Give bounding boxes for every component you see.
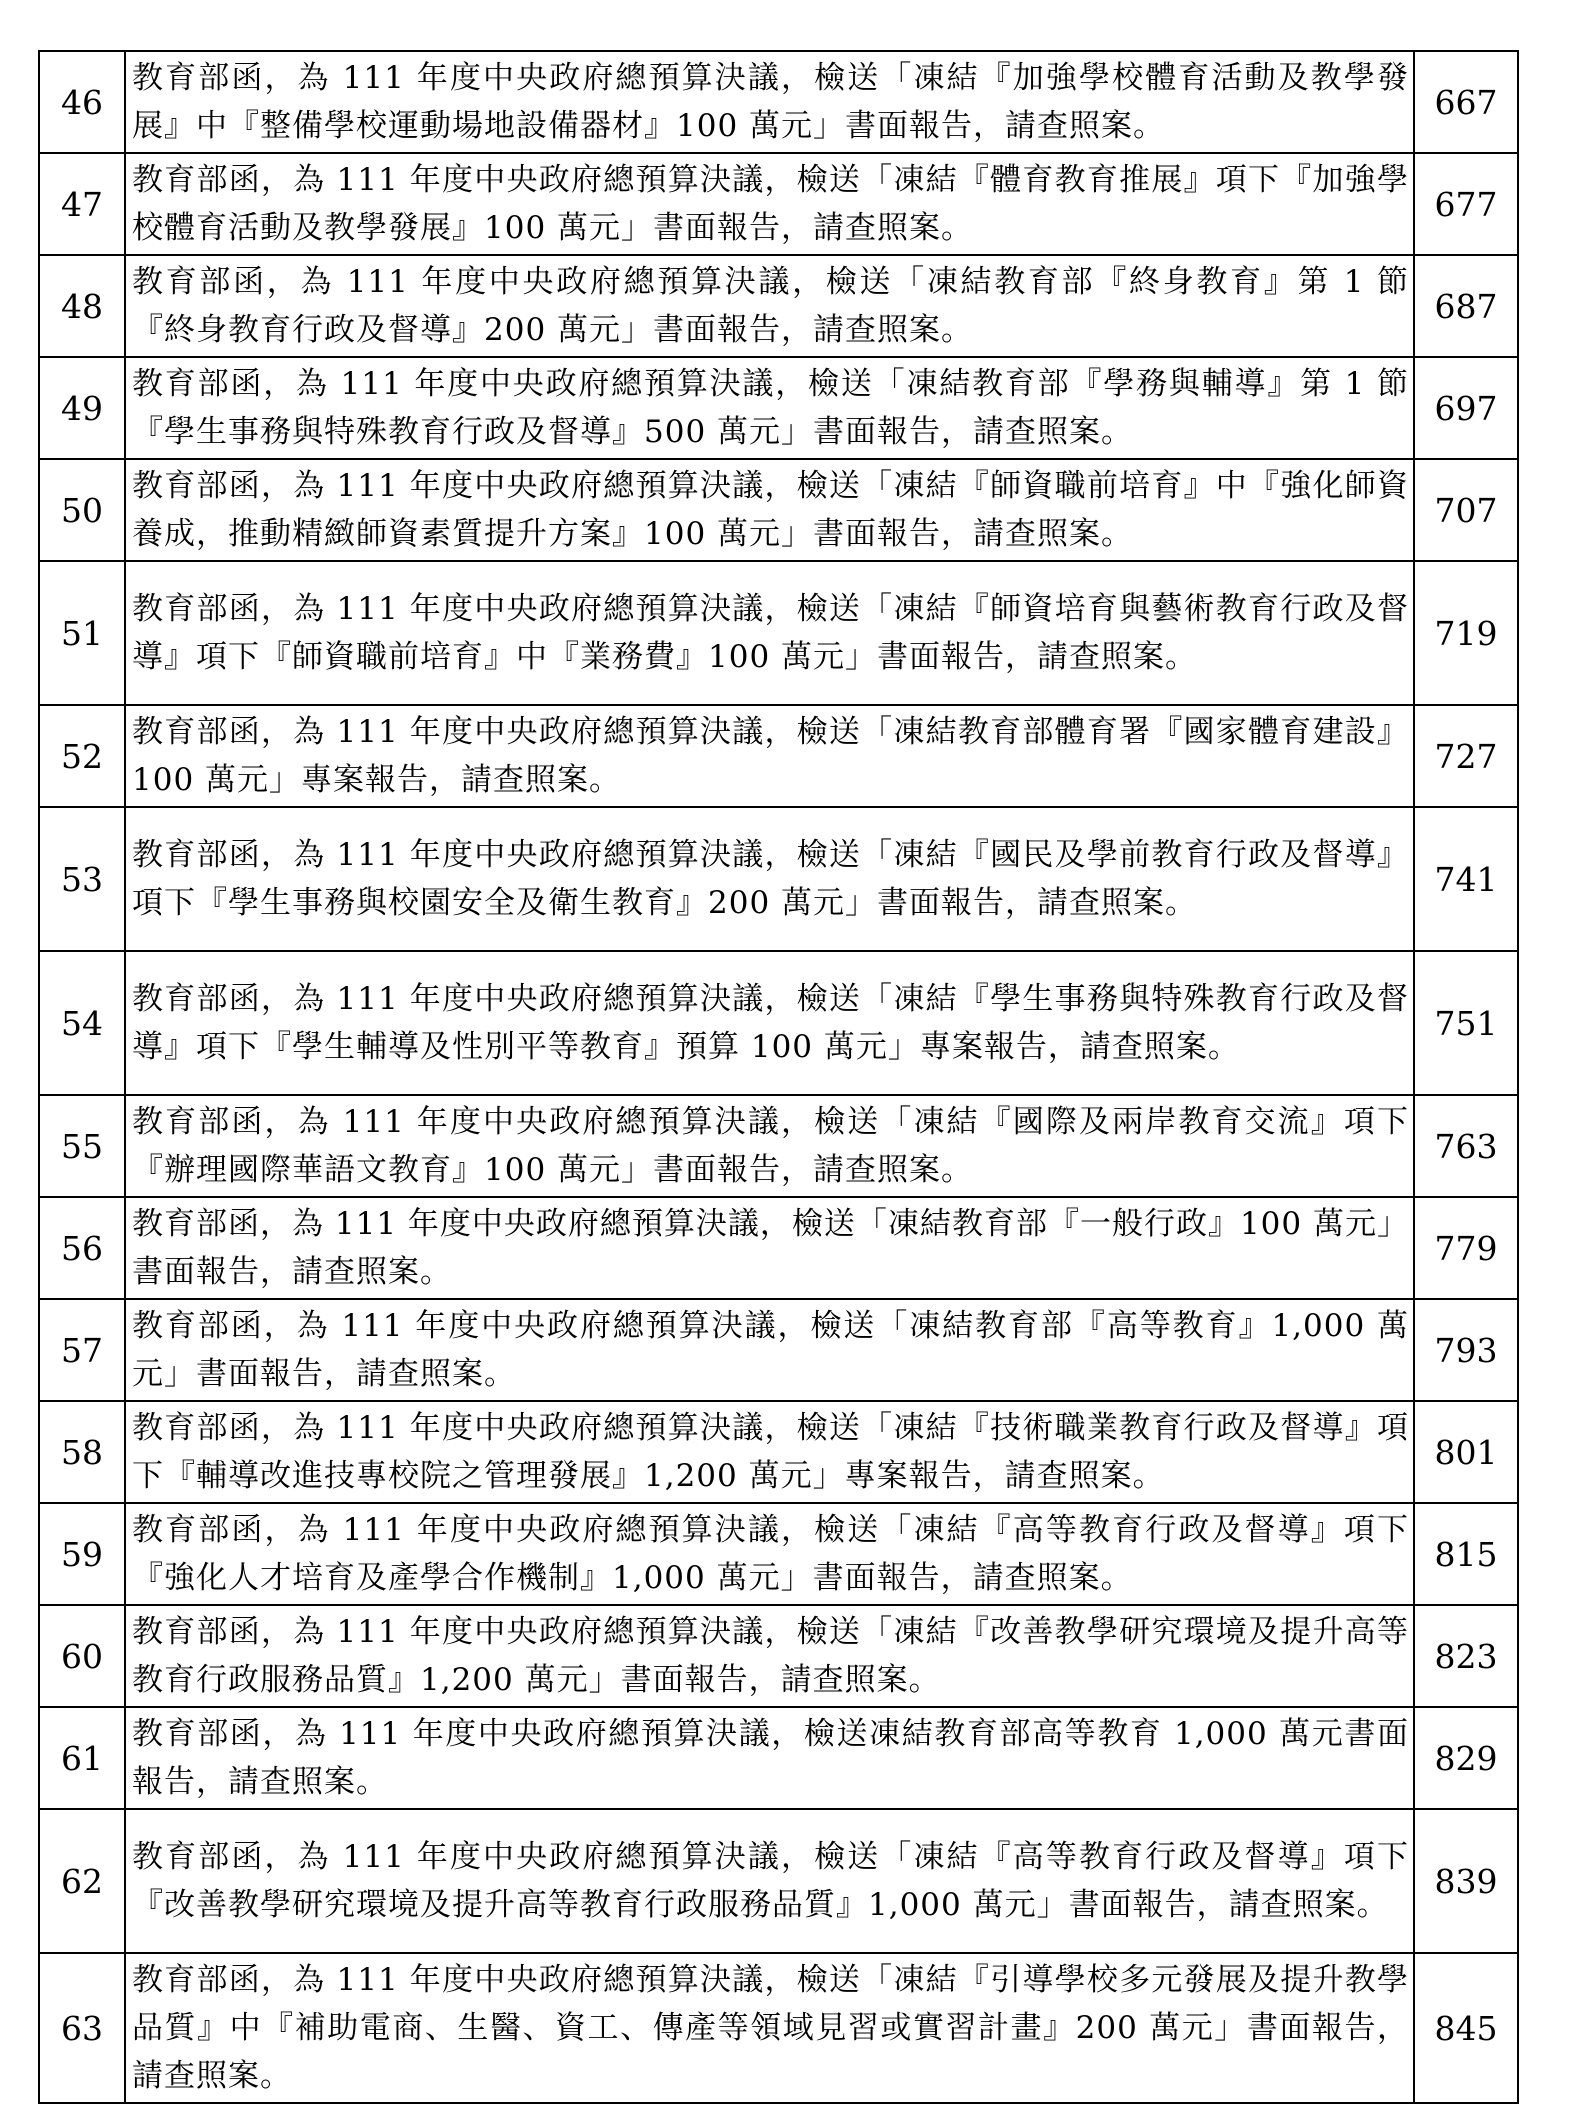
item-page: 719 xyxy=(1414,561,1518,705)
table-row xyxy=(39,1299,1518,1401)
item-description: 教育部函，為 111 年度中央政府總預算決議，檢送「凍結『師資職前培育』中『強化師資養成，推動精緻師資素質提升方案』100 萬元」書面報告，請查照案。 xyxy=(125,459,1414,561)
item-description: 教育部函，為 111 年度中央政府總預算決議，檢送「凍結『學生事務與特殊教育行政及督導』項下『學生輔導及性別平等教育』預算 100 萬元」專案報告，請查照案。 xyxy=(125,951,1414,1095)
table-row xyxy=(39,561,1518,705)
item-page: 801 xyxy=(1414,1401,1518,1503)
item-number: 52 xyxy=(39,705,125,807)
table-row xyxy=(39,1809,1518,1953)
item-number: 54 xyxy=(39,951,125,1095)
item-page: 707 xyxy=(1414,459,1518,561)
item-description: 教育部函，為 111 年度中央政府總預算決議，檢送「凍結『技術職業教育行政及督導』項下『輔導改進技專校院之管理發展』1,200 萬元」專案報告，請查照案。 xyxy=(125,1401,1414,1503)
table-row xyxy=(39,1503,1518,1605)
item-number: 53 xyxy=(39,807,125,951)
item-description: 教育部函，為 111 年度中央政府總預算決議，檢送「凍結『加強學校體育活動及教學發展』中『整備學校運動場地設備器材』100 萬元」書面報告，請查照案。 xyxy=(125,51,1414,153)
item-description: 教育部函，為 111 年度中央政府總預算決議，檢送「凍結教育部『高等教育』1,000 萬元」書面報告，請查照案。 xyxy=(125,1299,1414,1401)
item-description: 教育部函，為 111 年度中央政府總預算決議，檢送「凍結『國際及兩岸教育交流』項下『辦理國際華語文教育』100 萬元」書面報告，請查照案。 xyxy=(125,1095,1414,1197)
item-page: 845 xyxy=(1414,1953,1518,2103)
table-row xyxy=(39,1095,1518,1197)
item-number: 51 xyxy=(39,561,125,705)
item-number: 62 xyxy=(39,1809,125,1953)
item-number: 55 xyxy=(39,1095,125,1197)
item-page: 667 xyxy=(1414,51,1518,153)
table-row xyxy=(39,1197,1518,1299)
item-description: 教育部函，為 111 年度中央政府總預算決議，檢送「凍結教育部『學務與輔導』第 1 節『學生事務與特殊教育行政及督導』500 萬元」書面報告，請查照案。 xyxy=(125,357,1414,459)
item-description: 教育部函，為 111 年度中央政府總預算決議，檢送「凍結教育部『終身教育』第 1 節『終身教育行政及督導』200 萬元」書面報告，請查照案。 xyxy=(125,255,1414,357)
item-number: 59 xyxy=(39,1503,125,1605)
table-row xyxy=(39,1953,1518,2103)
item-number: 61 xyxy=(39,1707,125,1809)
table-row xyxy=(39,357,1518,459)
item-page: 779 xyxy=(1414,1197,1518,1299)
item-description: 教育部函，為 111 年度中央政府總預算決議，檢送「凍結『高等教育行政及督導』項下『強化人才培育及產學合作機制』1,000 萬元」書面報告，請查照案。 xyxy=(125,1503,1414,1605)
item-page: 677 xyxy=(1414,153,1518,255)
table-row xyxy=(39,153,1518,255)
table-row xyxy=(39,255,1518,357)
item-page: 763 xyxy=(1414,1095,1518,1197)
item-page: 815 xyxy=(1414,1503,1518,1605)
table-row xyxy=(39,705,1518,807)
item-description: 教育部函，為 111 年度中央政府總預算決議，檢送凍結教育部高等教育 1,000 萬元書面報告，請查照案。 xyxy=(125,1707,1414,1809)
item-page: 727 xyxy=(1414,705,1518,807)
table-row xyxy=(39,459,1518,561)
item-number: 58 xyxy=(39,1401,125,1503)
item-page: 823 xyxy=(1414,1605,1518,1707)
item-description: 教育部函，為 111 年度中央政府總預算決議，檢送「凍結『引導學校多元發展及提升教學品質』中『補助電商、生醫、資工、傳產等領域見習或實習計畫』200 萬元」書面報告，請查照案。 xyxy=(125,1953,1414,2103)
item-number: 46 xyxy=(39,51,125,153)
agenda-table xyxy=(38,50,1519,2104)
agenda-table-body xyxy=(39,51,1518,2103)
item-description: 教育部函，為 111 年度中央政府總預算決議，檢送「凍結『師資培育與藝術教育行政及督導』項下『師資職前培育』中『業務費』100 萬元」書面報告，請查照案。 xyxy=(125,561,1414,705)
item-number: 48 xyxy=(39,255,125,357)
item-page: 741 xyxy=(1414,807,1518,951)
table-row xyxy=(39,951,1518,1095)
item-page: 687 xyxy=(1414,255,1518,357)
item-page: 829 xyxy=(1414,1707,1518,1809)
item-description: 教育部函，為 111 年度中央政府總預算決議，檢送「凍結『體育教育推展』項下『加強學校體育活動及教學發展』100 萬元」書面報告，請查照案。 xyxy=(125,153,1414,255)
item-number: 63 xyxy=(39,1953,125,2103)
item-description: 教育部函，為 111 年度中央政府總預算決議，檢送「凍結『國民及學前教育行政及督導』項下『學生事務與校園安全及衛生教育』200 萬元」書面報告，請查照案。 xyxy=(125,807,1414,951)
item-page: 697 xyxy=(1414,357,1518,459)
item-number: 50 xyxy=(39,459,125,561)
table-row xyxy=(39,1605,1518,1707)
item-page: 793 xyxy=(1414,1299,1518,1401)
item-description: 教育部函，為 111 年度中央政府總預算決議，檢送「凍結『改善教學研究環境及提升高等教育行政服務品質』1,200 萬元」書面報告，請查照案。 xyxy=(125,1605,1414,1707)
item-number: 49 xyxy=(39,357,125,459)
item-number: 47 xyxy=(39,153,125,255)
item-page: 751 xyxy=(1414,951,1518,1095)
table-row xyxy=(39,807,1518,951)
item-number: 57 xyxy=(39,1299,125,1401)
item-page: 839 xyxy=(1414,1809,1518,1953)
item-number: 56 xyxy=(39,1197,125,1299)
item-description: 教育部函，為 111 年度中央政府總預算決議，檢送「凍結教育部『一般行政』100 萬元」書面報告，請查照案。 xyxy=(125,1197,1414,1299)
item-description: 教育部函，為 111 年度中央政府總預算決議，檢送「凍結『高等教育行政及督導』項下『改善教學研究環境及提升高等教育行政服務品質』1,000 萬元」書面報告，請查照案。 xyxy=(125,1809,1414,1953)
table-row xyxy=(39,1401,1518,1503)
item-number: 60 xyxy=(39,1605,125,1707)
table-row xyxy=(39,51,1518,153)
item-description: 教育部函，為 111 年度中央政府總預算決議，檢送「凍結教育部體育署『國家體育建設』100 萬元」專案報告，請查照案。 xyxy=(125,705,1414,807)
table-row xyxy=(39,1707,1518,1809)
